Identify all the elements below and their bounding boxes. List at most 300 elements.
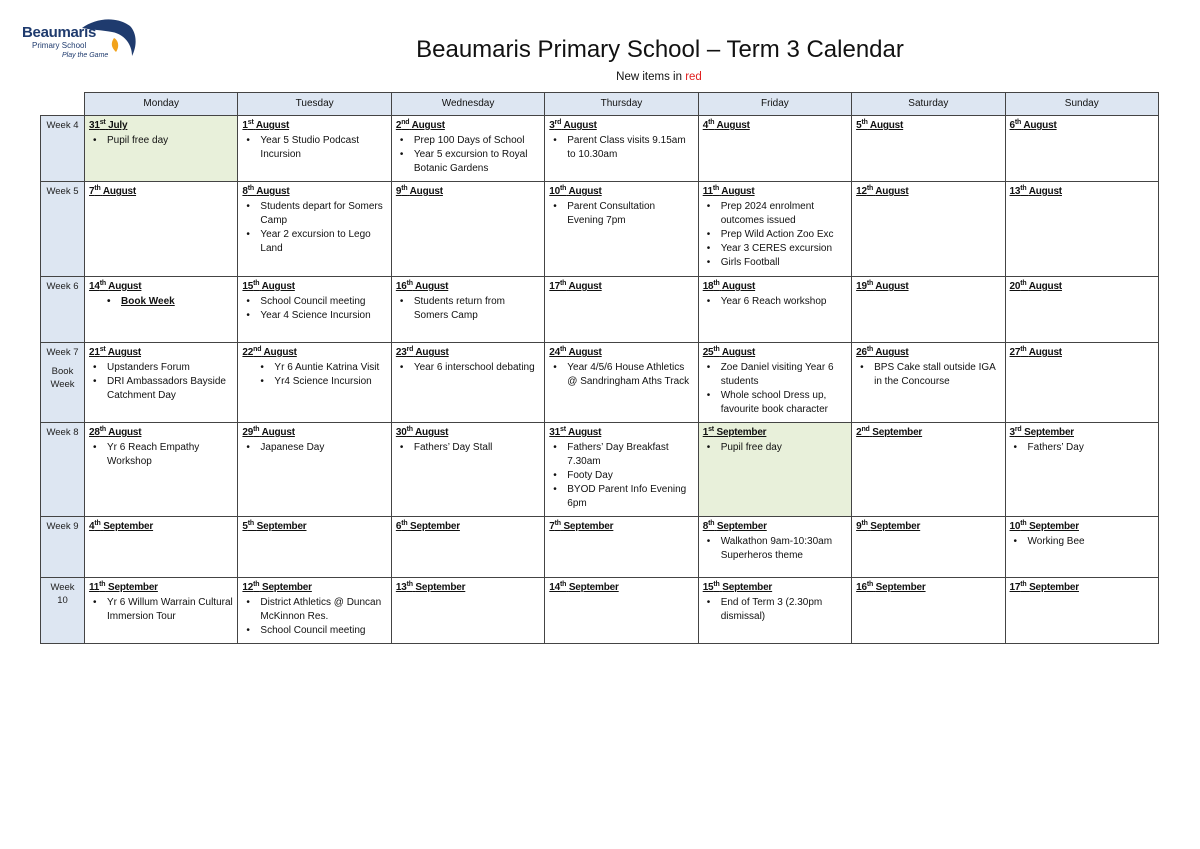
date-suffix: th [1014,119,1022,126]
event-list [549,361,693,389]
week-row [41,423,1159,517]
date-suffix: th [247,185,255,192]
date-month: August [721,281,756,292]
date-number: 27 [1009,347,1021,358]
date-number: 14 [549,582,560,593]
weekday-header-thursday: Thursday [545,93,698,116]
date-suffix: th [1020,185,1027,192]
day-date [396,280,540,294]
date-suffix: rd [406,346,414,353]
day-date [242,119,386,133]
event-list [242,441,386,455]
day-cell [391,277,544,343]
day-date [242,280,386,294]
day-date [89,520,233,534]
event-list [242,200,386,256]
date-number: 25 [702,347,714,358]
day-cell [698,277,851,343]
day-date [1010,426,1154,440]
event-list [242,295,386,323]
date-month: September [103,521,154,532]
event-item: • Fathers’ Day Breakfast 7.30am [549,441,693,469]
date-month: August [255,120,290,131]
event-list [396,361,540,375]
week-label-cell [41,423,85,517]
event-item: • Pupil free day [703,441,847,455]
week-label: Week 5 [46,186,79,197]
date-month: August [563,120,597,131]
weekday-header-sunday: Sunday [1005,93,1158,116]
event-list [856,361,1000,389]
date-number: 10 [1009,521,1021,532]
day-date [1010,185,1154,199]
date-number: 2 [395,120,402,131]
date-month: September [872,427,923,438]
event-item: • Year 5 excursion to Royal Botanic Gardens [396,148,540,176]
date-suffix: th [560,346,567,353]
date-number: 31 [89,120,100,131]
day-cell [1005,423,1158,517]
date-month: August [415,347,449,358]
week-label-cell [41,517,85,578]
day-date [703,426,847,440]
date-number: 22 [242,347,254,358]
date-month: September [870,521,921,532]
day-cell [698,578,851,644]
date-suffix: rd [1014,426,1022,433]
event-item: • Pupil free day [89,134,233,148]
day-cell [852,277,1005,343]
day-cell [545,182,698,277]
date-number: 20 [1009,281,1021,292]
date-suffix: th [94,185,101,192]
date-month: August [875,186,909,197]
week-label: Week 4 [46,120,79,131]
day-cell [238,423,391,517]
event-list [549,441,693,511]
date-month: September [1029,521,1079,532]
date-month: August [875,347,909,358]
event-list [242,134,386,162]
date-suffix: nd [253,346,262,353]
date-number: 26 [856,347,867,358]
day-date [396,581,540,595]
subtitle-prefix: New items in [616,71,686,83]
event-item: • Year 4/5/6 House Athletics @ Sandringham Aths Track [549,361,693,389]
date-month: July [108,120,128,131]
date-number: 3 [549,120,555,131]
header-corner [41,93,85,116]
date-number: 8 [702,521,709,532]
event-list [1010,441,1154,455]
date-month: September [875,582,926,593]
day-cell [238,277,391,343]
date-suffix: th [866,185,874,192]
day-cell [391,182,544,277]
date-month: August [256,186,290,197]
date-number: 29 [242,427,254,438]
date-number: 15 [702,582,714,593]
event-item: • BYOD Parent Info Evening 6pm [549,483,693,511]
day-date [856,346,1000,360]
event-item: • Prep Wild Action Zoo Exc [703,228,847,242]
event-item: • Students return from Somers Camp [396,295,540,323]
day-date [89,581,233,595]
date-suffix: th [866,346,874,353]
event-list [396,441,540,455]
date-number: 1 [242,120,248,131]
event-item: • Book Week [89,295,233,309]
date-month: August [261,427,295,438]
date-month: September [107,582,158,593]
day-cell [391,116,544,182]
event-list [703,361,847,417]
day-cell [852,517,1005,578]
date-suffix: th [99,280,106,287]
page-subtitle [118,71,1200,83]
day-cell [852,578,1005,644]
event-item: • Fathers’ Day [1010,441,1154,455]
date-month: August [1028,347,1062,358]
calendar-body [41,116,1159,644]
date-number: 3 [1009,427,1015,438]
day-cell [545,517,698,578]
day-date [549,520,693,534]
event-list [89,134,233,148]
day-date [396,520,540,534]
day-date [856,119,1000,133]
event-item: • Prep 2024 enrolment outcomes issued [703,200,847,228]
day-date [703,520,847,534]
day-date [89,426,233,440]
event-list [89,441,233,469]
day-date [1010,119,1154,133]
date-suffix: th [861,520,868,527]
date-month: September [563,521,614,532]
day-cell [698,116,851,182]
date-suffix: th [253,280,260,287]
day-cell [1005,578,1158,644]
date-month: September [415,582,466,593]
event-item: • Yr 6 Willum Warrain Cultural Immersion Tour [89,596,233,624]
date-suffix: th [401,185,408,192]
date-number: 4 [702,120,709,131]
date-month: September [716,427,767,438]
day-cell [85,182,238,277]
date-month: August [108,427,142,438]
date-number: 15 [242,281,254,292]
date-month: August [102,186,137,197]
day-cell [1005,116,1158,182]
week-label-cell [41,116,85,182]
event-item: • End of Term 3 (2.30pm dismissal) [703,596,847,624]
date-suffix: th [247,520,255,527]
day-date [703,346,847,360]
date-number: 12 [856,186,867,197]
date-number: 12 [242,582,254,593]
weekday-header-row [41,93,1159,116]
date-month: September [1024,427,1074,438]
day-date [396,185,540,199]
event-list [242,361,386,389]
day-date [89,119,233,133]
event-list [549,134,693,162]
date-month: September [1029,582,1079,593]
date-number: 21 [89,347,100,358]
date-number: 14 [89,281,100,292]
date-month: August [568,427,602,438]
weekday-header-wednesday: Wednesday [391,93,544,116]
date-suffix: nd [861,426,870,433]
date-suffix: th [713,346,720,353]
week-row [41,343,1159,423]
subtitle-red-word: red [685,71,702,83]
day-cell [85,116,238,182]
date-number: 1 [702,427,709,438]
date-suffix: th [554,520,561,527]
day-date [396,119,540,133]
day-date [856,426,1000,440]
date-month: August [1028,186,1062,197]
day-cell [1005,517,1158,578]
logo-name: Beaumaris [22,24,97,41]
day-cell [391,343,544,423]
week-label: Week 6 [46,281,79,292]
date-month: August [568,347,602,358]
event-item: • Parent Class visits 9.15am to 10.30am [549,134,693,162]
date-number: 7 [89,186,95,197]
date-number: 24 [549,347,560,358]
date-number: 17 [1009,582,1021,593]
week-row [41,578,1159,644]
event-list [703,200,847,270]
day-cell [85,343,238,423]
day-cell [1005,343,1158,423]
date-suffix: th [1020,346,1027,353]
date-suffix: rd [554,119,562,126]
date-month: August [869,120,904,131]
weekday-header-saturday: Saturday [852,93,1005,116]
event-list [89,295,233,309]
date-month: September [568,582,619,593]
day-cell [545,423,698,517]
event-item: • Yr4 Science Incursion [242,375,386,389]
date-month: August [1028,281,1062,292]
day-cell [85,277,238,343]
day-date [856,520,1000,534]
event-list [396,134,540,176]
day-date [242,426,386,440]
date-suffix: st [560,426,566,433]
day-date [703,185,847,199]
day-date [549,280,693,294]
day-date [856,581,1000,595]
date-suffix: st [99,346,106,353]
event-list [703,535,847,563]
event-item: • School Council meeting [242,295,386,309]
date-number: 9 [856,521,862,532]
event-item: • Working Bee [1010,535,1154,549]
event-list [89,361,233,403]
date-suffix: th [560,280,567,287]
event-item: • Yr 6 Auntie Katrina Visit [242,361,386,375]
event-item: • Prep 100 Days of School [396,134,540,148]
week-label: Week 8 [46,427,79,438]
day-date [1010,581,1154,595]
day-cell [85,517,238,578]
day-date [549,185,693,199]
day-cell [698,517,851,578]
event-item: • Year 5 Studio Podcast Incursion [242,134,386,162]
day-date [703,581,847,595]
day-cell [545,116,698,182]
date-suffix: th [1020,280,1027,287]
date-month: August [716,120,750,131]
day-cell [238,116,391,182]
event-list [549,200,693,228]
week-label-cell [41,277,85,343]
logo-subtitle: Primary School [32,41,87,50]
date-suffix: th [708,520,715,527]
event-item: • Whole school Dress up, favourite book character [703,389,847,417]
date-month: August [721,186,755,197]
day-date [549,581,693,595]
date-month: September [261,582,312,593]
event-list [242,596,386,638]
day-cell [238,517,391,578]
day-cell [238,343,391,423]
date-month: September [722,582,773,593]
event-item: • Year 4 Science Incursion [242,309,386,323]
day-date [703,280,847,294]
date-suffix: st [708,426,714,433]
event-item: • Year 6 interschool debating [396,361,540,375]
day-cell [1005,277,1158,343]
date-suffix: th [406,581,413,588]
date-number: 10 [549,186,560,197]
date-number: 18 [702,281,714,292]
date-number: 13 [1009,186,1021,197]
event-list [396,295,540,323]
date-suffix: th [406,280,413,287]
day-cell [545,343,698,423]
day-date [242,581,386,595]
date-number: 28 [89,427,100,438]
week-row [41,517,1159,578]
date-month: September [256,521,307,532]
date-month: August [108,281,142,292]
date-suffix: nd [401,119,410,126]
date-number: 2 [856,427,862,438]
date-suffix: th [406,426,413,433]
week-row [41,277,1159,343]
date-suffix: st [99,119,106,126]
day-cell [391,423,544,517]
date-number: 4 [89,521,95,532]
date-month: September [716,521,767,532]
event-item: • Year 3 CERES excursion [703,242,847,256]
event-item: • Japanese Day [242,441,386,455]
date-number: 9 [395,186,402,197]
date-number: 6 [395,521,402,532]
date-suffix: th [708,119,715,126]
day-cell [85,423,238,517]
date-month: August [721,347,756,358]
date-month: September [410,521,460,532]
date-month: August [415,281,449,292]
date-suffix: th [1020,520,1027,527]
event-list [703,295,847,309]
date-number: 5 [242,521,248,532]
date-suffix: th [99,581,106,588]
day-date [1010,280,1154,294]
day-cell [852,343,1005,423]
day-date [89,346,233,360]
date-month: August [411,120,445,131]
week-row [41,116,1159,182]
date-number: 16 [395,281,407,292]
date-month: August [263,347,297,358]
week-label: Week 10 [50,582,75,606]
date-suffix: th [99,426,106,433]
date-number: 16 [856,582,867,593]
day-cell [852,182,1005,277]
day-date [242,520,386,534]
day-date [549,346,693,360]
date-number: 23 [395,347,407,358]
weekday-header-tuesday: Tuesday [238,93,391,116]
date-number: 7 [549,521,555,532]
event-item: • Girls Football [703,256,847,270]
day-cell [545,277,698,343]
day-date [396,346,540,360]
week-label-cell [41,182,85,277]
week-note: Book Week [50,366,75,390]
day-cell [698,182,851,277]
day-cell [85,578,238,644]
date-suffix: th [560,185,567,192]
day-cell [852,423,1005,517]
day-cell [698,423,851,517]
event-item: • School Council meeting [242,624,386,638]
date-month: August [409,186,443,197]
event-item: • Zoe Daniel visiting Year 6 students [703,361,847,389]
date-suffix: st [247,119,254,126]
day-date [242,185,386,199]
date-suffix: th [560,581,567,588]
date-suffix: th [1020,581,1027,588]
day-date [89,280,233,294]
day-date [89,185,233,199]
day-date [1010,520,1154,534]
day-cell [238,182,391,277]
event-list [89,596,233,624]
page-title: Beaumaris Primary School – Term 3 Calendar [416,36,904,63]
date-suffix: th [861,119,868,126]
date-suffix: th [866,280,874,287]
day-date [856,185,1000,199]
day-cell [698,343,851,423]
event-item: • Year 6 Reach workshop [703,295,847,309]
event-item: • Footy Day [549,469,693,483]
day-cell [391,578,544,644]
event-item: • Upstanders Forum [89,361,233,375]
date-month: August [415,427,449,438]
weekday-header-monday: Monday [85,93,238,116]
date-number: 6 [1009,120,1015,131]
event-item: • Yr 6 Reach Empathy Workshop [89,441,233,469]
date-number: 31 [549,427,560,438]
